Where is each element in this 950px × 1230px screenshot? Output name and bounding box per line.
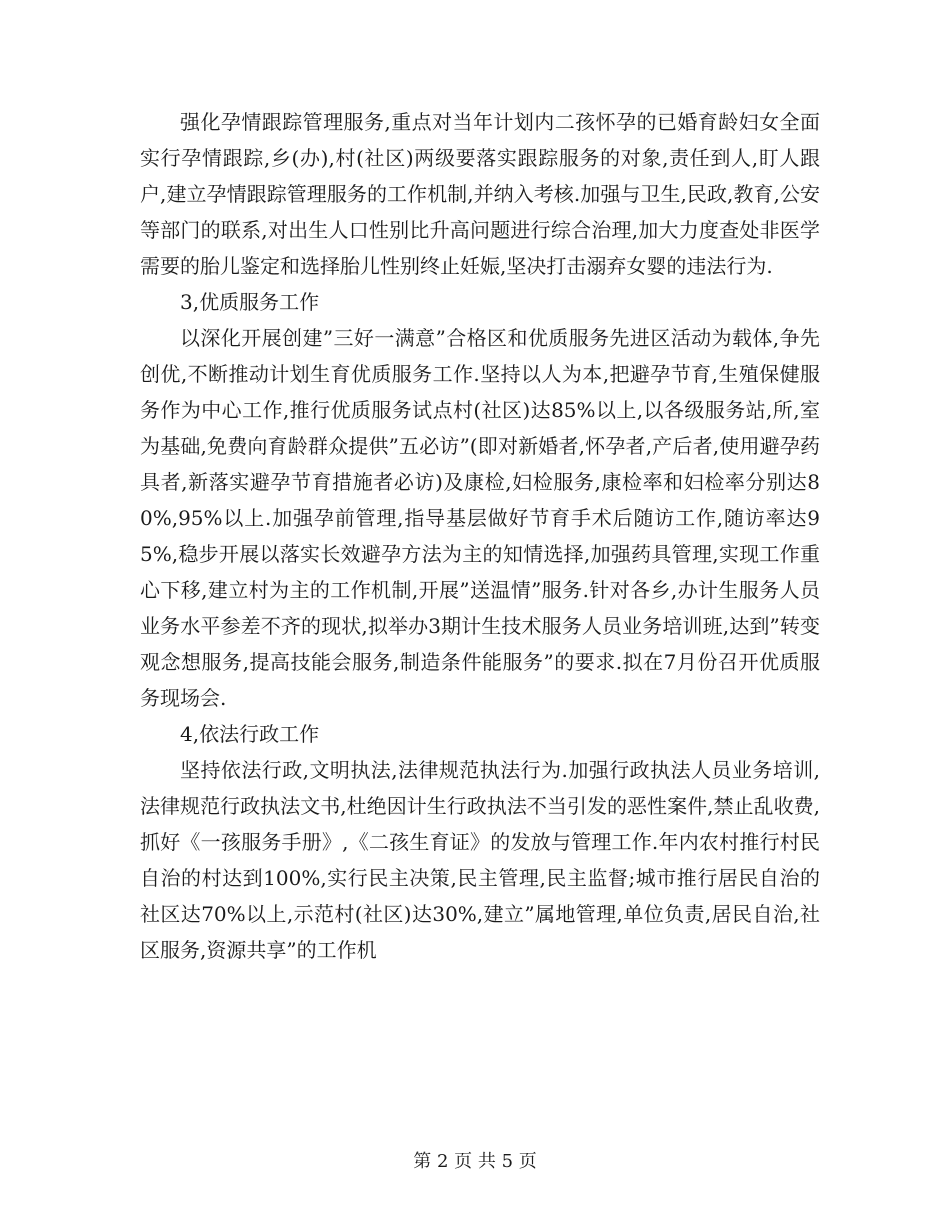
section-heading-lawful-administration: 4,依法行政工作 xyxy=(180,722,320,746)
paragraph-pregnancy-tracking: 强化孕情跟踪管理服务,重点对当年计划内二孩怀孕的已婚育龄妇女全面实行孕情跟踪,乡(办),村(社区)两级要落实跟踪服务的对象,责任到人,盯人跟户,建立孕情跟踪管理服务的工作机制,并纳入考核.加强与卫生,民政,教育,公安等部门的联系,对出生人口性别比升高问题进行综合治理,加大力度查处非医学需要的胎儿鉴定和选择胎儿性别终止妊娠,坚决打击溺弃女婴的违法行为. xyxy=(140,110,820,278)
page-number-footer: 第 2 页 共 5 页 xyxy=(413,1151,537,1172)
paragraph-quality-service: 以深化开展创建”三好一满意”合格区和优质服务先进区活动为载体,争先创优,不断推动计划生育优质服务工作.坚持以人为本,把避孕节育,生殖保健服务作为中心工作,推行优质服务试点村(社区)达85%以上,以各级服务站,所,室为基础,免费向育龄群众提供”五必访”(即对新婚者,怀孕者,产后者,使用避孕药具者,新落实避孕节育措施者必访)及康检,妇检服务,康检率和妇检率分别达80%,95%以上.加强孕前管理,指导基层做好节育手术后随访工作,随访率达95%,稳步开展以落实长效避孕方法为主的知情选择,加强药具管理,实现工作重心下移,建立村为主的工作机制,开展”送温情”服务.针对各乡,办计生服务人员业务水平参差不齐的现状,拟举办3期计生技术服务人员业务培训班,达到”转变观念想服务,提高技能会服务,制造条件能服务”的要求.拟在7月份召开优质服务现场会. xyxy=(140,326,820,710)
paragraph-lawful-administration: 坚持依法行政,文明执法,法律规范执法行为.加强行政执法人员业务培训,法律规范行政执法文书,杜绝因计生行政执法不当引发的恶性案件,禁止乱收费,抓好《一孩服务手册》,《二孩生育证》的发放与管理工作.年内农村推行村民自治的村达到100%,实行民主决策,民主管理,民主监督;城市推行居民自治的社区达70%以上,示范村(社区)达30%,建立”属地管理,单位负责,居民自治,社区服务,资源共享”的工作机 xyxy=(140,758,820,962)
section-heading-quality-service: 3,优质服务工作 xyxy=(180,290,320,314)
document-body xyxy=(140,104,820,968)
